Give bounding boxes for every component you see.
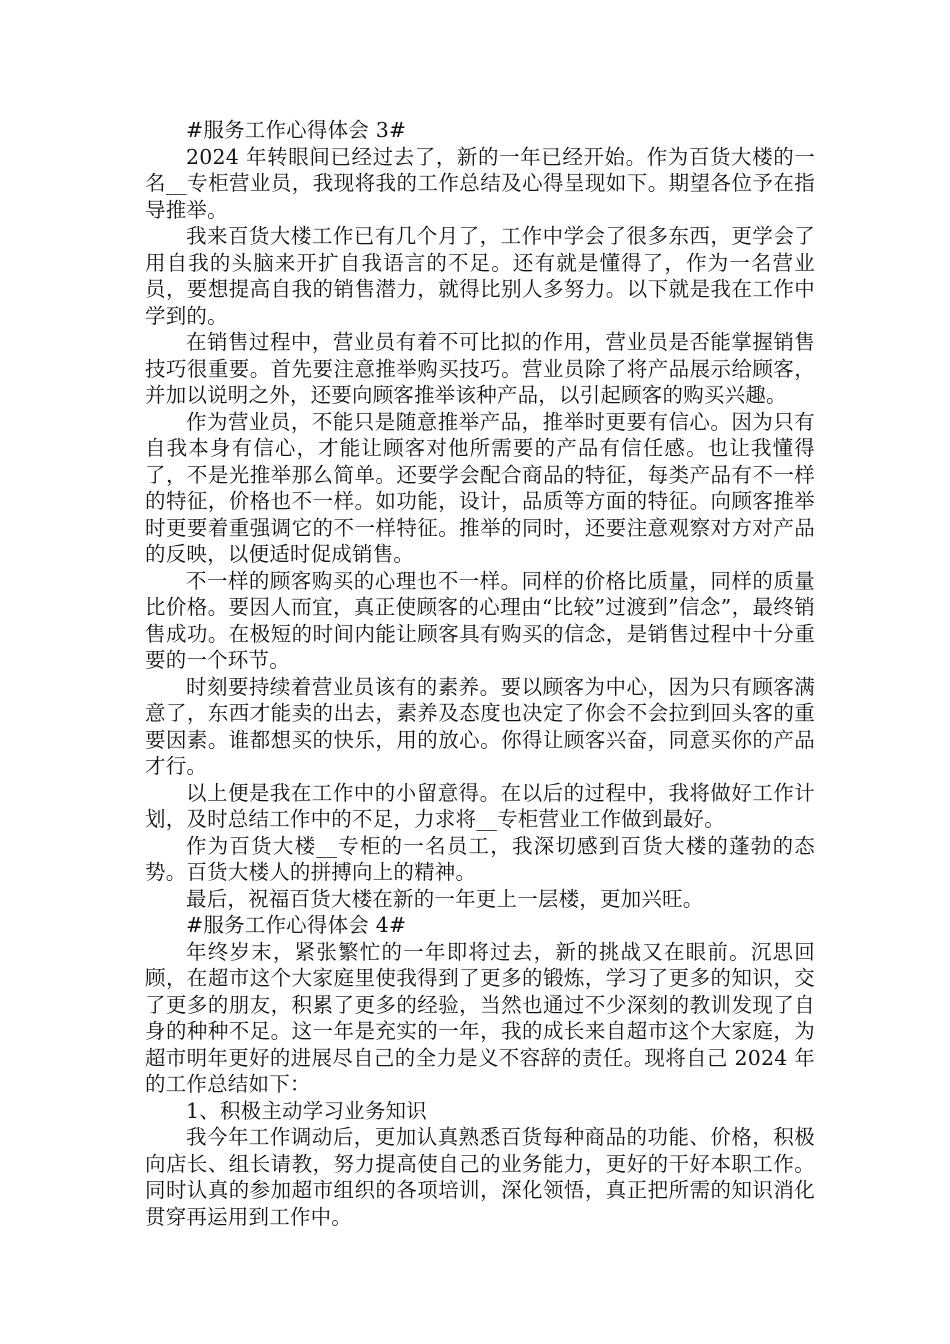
paragraph-1: 2024 年转眼间已经过去了，新的一年已经开始。作为百货大楼的一名__专柜营业员，我现将我的工作总结及心得呈现如下。期望各位予在指导推举。 [145,144,815,222]
paragraph-9: 最后，祝福百货大楼在新的一年更上一层楼，更加兴旺。 [186,886,704,911]
paragraph-10: 年终岁末，紧张繁忙的一年即将过去，新的挑战又在眼前。沉思回顾，在超市这个大家庭里使我得到了更多的锻炼，学习了更多的知识，交了更多的朋友，积累了更多的经验，当然也通过不少深刻的教训发现了自身的种种不足。这一年是充实的一年，我的成长来自超市这个大家庭，为超市明年更好的进展尽自己的全力是义不容辞的责任。现将自己 2024 年的工作总结如下： [145,939,815,1096]
paragraph-7: 以上便是我在工作中的小留意得。在以后的过程中，我将做好工作计划，及时总结工作中的不足，力求将__专柜营业工作做到最好。 [145,780,815,831]
paragraph-5: 不一样的顾客购买的心理也不一样。同样的价格比质量，同样的质量比价格。要因人而宜，真正使顾客的心理由“比较”过渡到”信念”，最终销售成功。在极短的时间内能让顾客具有购买的信念，是销售过程中十分重要的一个环节。 [145,568,815,672]
paragraph-4: 作为营业员，不能只是随意推举产品，推举时更要有信心。因为只有自我本身有信心，才能让顾客对他所需要的产品有信任感。也让我懂得了，不是光推举那么简单。还要学会配合商品的特征，每类产品有不一样的特征，价格也不一样。如功能，设计，品质等方面的特征。向顾客推举时更要着重强调它的不一样特征。推举的同时，还要注意观察对方对产品的反映，以便适时促成销售。 [145,409,815,566]
document-page [145,117,815,1230]
paragraph-6: 时刻要持续着营业员该有的素养。要以顾客为中心，因为只有顾客满意了，东西才能卖的出去，素养及态度也决定了你会不会拉到回头客的重要因素。谁都想买的快乐，用的放心。你得让顾客兴奋，同意买你的产品才行。 [145,674,815,778]
subheading-1: 1、积极主动学习业务知识 [186,1098,427,1123]
paragraph-3: 在销售过程中，营业员有着不可比拟的作用，营业员是否能掌握销售技巧很重要。首先要注意推举购买技巧。营业员除了将产品展示给顾客，并加以说明之外，还要向顾客推举该种产品，以引起顾客的购买兴趣。 [145,330,815,407]
section-heading-3: #服务工作心得体会 3# [186,118,407,142]
paragraph-8: 作为百货大楼__专柜的一名员工，我深切感到百货大楼的蓬勃的态势。百货大楼人的拼搏向上的精神。 [145,833,815,884]
section-heading-4: #服务工作心得体会 4# [186,913,407,937]
paragraph-2: 我来百货大楼工作已有几个月了，工作中学会了很多东西，更学会了用自我的头脑来开扩自我语言的不足。还有就是懂得了，作为一名营业员，要想提高自我的销售潜力，就得比别人多努力。以下就是我在工作中学到的。 [145,224,815,328]
paragraph-11: 我今年工作调动后，更加认真熟悉百货每种商品的功能、价格，积极向店长、组长请教，努力提高使自己的业务能力，更好的干好本职工作。同时认真的参加超市组织的各项培训，深化领悟，真正把所需的知识消化贯穿再运用到工作中。 [145,1125,815,1229]
